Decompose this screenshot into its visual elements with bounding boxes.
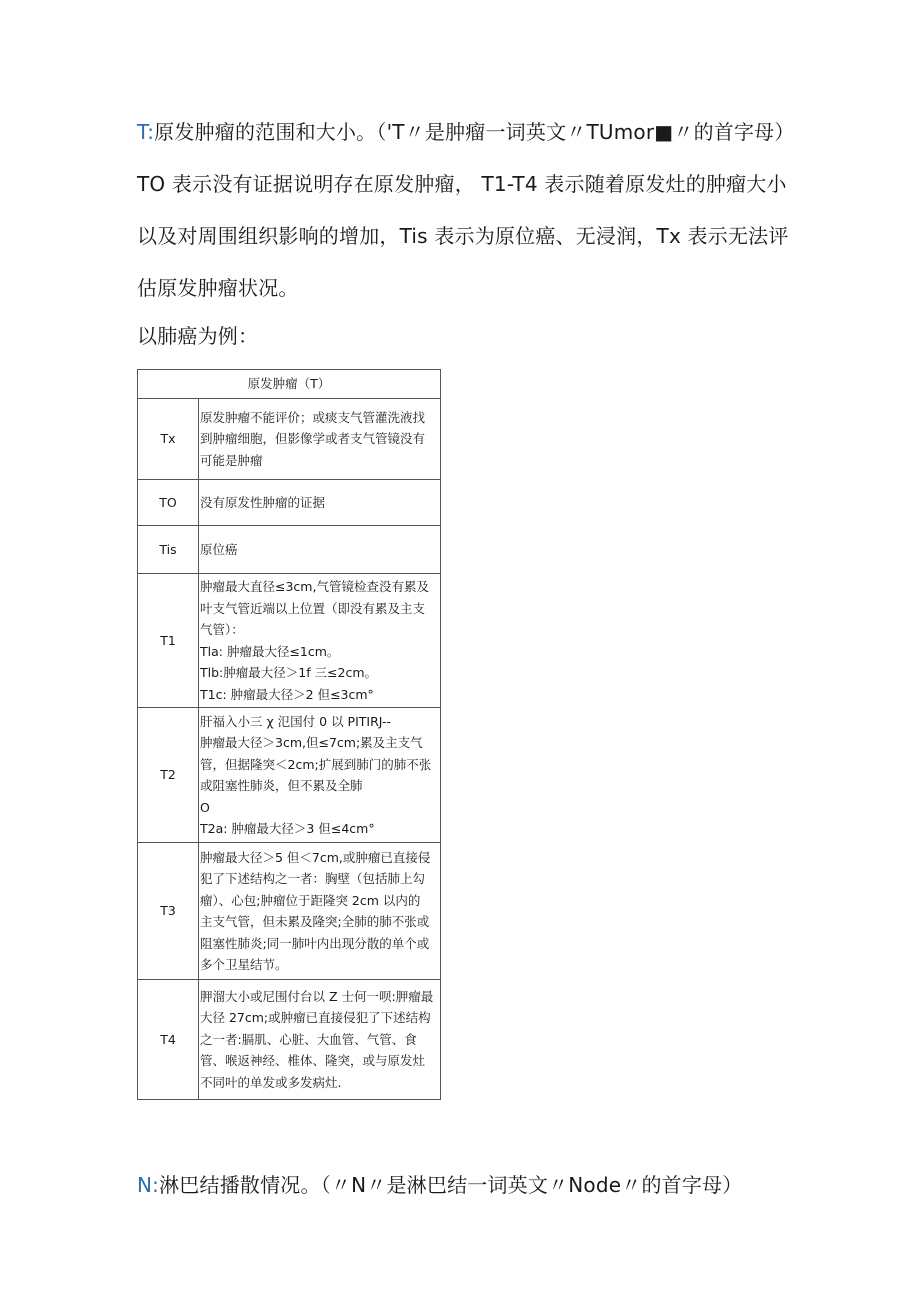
- n-lead-label: N:: [137, 1173, 160, 1197]
- table-row: [138, 399, 441, 480]
- tnm-t-stage-table: [137, 369, 441, 1100]
- stage-description: 肝福入小三 χ 氾国付 0 以 PITIRJ-- 肿瘤最大径＞3cm,但≤7cm;累及主支气 管，但据隆突＜2cm;扩展到肺门的肺不张 或阻塞性肺炎，但不累及全肺 O T2a: 肿瘤最大径＞3 但≤4cm°: [199, 708, 441, 843]
- table-row: [138, 574, 441, 708]
- table-row: [138, 843, 441, 980]
- stage-code: Tis: [138, 526, 199, 574]
- example-heading: 以肺癌为例：: [137, 324, 259, 348]
- table-header: 原发肿瘤（T）: [138, 370, 441, 399]
- stage-description: 肿瘤最大径＞5 但＜7cm,或肿瘤已直接侵 犯了下述结构之一者：胸壁（包括肺上勾 瘤）、心包;肿瘤位于距隆突 2cm 以内的 主支气管，但未累及隆突;全肺的肺不张或 阻塞性肺炎;同一肺叶内出现分散的单个或 多个卫星结节。: [199, 843, 441, 980]
- n-definition-text: 淋巴结播散情况。（〃N〃是淋巴结一词英文〃Node〃的首字母）: [159, 1173, 743, 1197]
- table-row: [138, 708, 441, 843]
- stage-description: 肿瘤最大直径≤3cm,气管镜检查没有累及 叶支气管近端以上位置（即没有累及主支 气管）： Tla: 肿瘤最大径≤1cm。 Tlb:肿瘤最大径＞1f 三≤2cm。 T1c: 肿瘤最大径＞2 但≤3cm°: [199, 574, 441, 708]
- stage-description: 原发肿瘤不能评价；或痰支气管灌洗液找 到肿瘤细胞，但影像学或者支气管镜没有 可能是肿瘤: [199, 399, 441, 480]
- t-definition-paragraph: [137, 106, 797, 314]
- t-definition-line-3: 以及对周围组织影响的增加，Tis 表示为原位癌、无浸润，Tx 表示无法评: [137, 224, 789, 248]
- stage-code: T2: [138, 708, 199, 843]
- stage-code: TO: [138, 480, 199, 526]
- stage-description: 原位癌: [199, 526, 441, 574]
- stage-code: T1: [138, 574, 199, 708]
- t-definition-line-1: T:原发肿瘤的范围和大小。（'T〃是肿瘤一词英文〃TUmor■〃的首字母）: [137, 120, 795, 144]
- t-definition-line-2: TO 表示没有证据说明存在原发肿瘤， T1-T4 表示随着原发灶的肿瘤大小: [137, 172, 787, 196]
- n-definition-paragraph: [137, 1159, 797, 1211]
- table-row: [138, 526, 441, 574]
- table-row: [138, 480, 441, 526]
- stage-code: T3: [138, 843, 199, 980]
- stage-description: 胛溜大小或尼围付台以 Z 士何一呗:胛瘤最 大径 27cm;或肿瘤已直接侵犯了下述结构 之一者:膈肌、心脏、大血管、气管、食 管、喉返神经、椎体、隆突，或与原发灶 不同叶的单发或多发病灶.: [199, 980, 441, 1100]
- stage-code: Tx: [138, 399, 199, 480]
- stage-description: 没有原发性肿瘤的证据: [199, 480, 441, 526]
- t-lead-label: T:: [137, 120, 155, 144]
- t-definition-line-4: 估原发肿瘤状况。: [137, 276, 299, 300]
- table-row: [138, 980, 441, 1100]
- stage-code: T4: [138, 980, 199, 1100]
